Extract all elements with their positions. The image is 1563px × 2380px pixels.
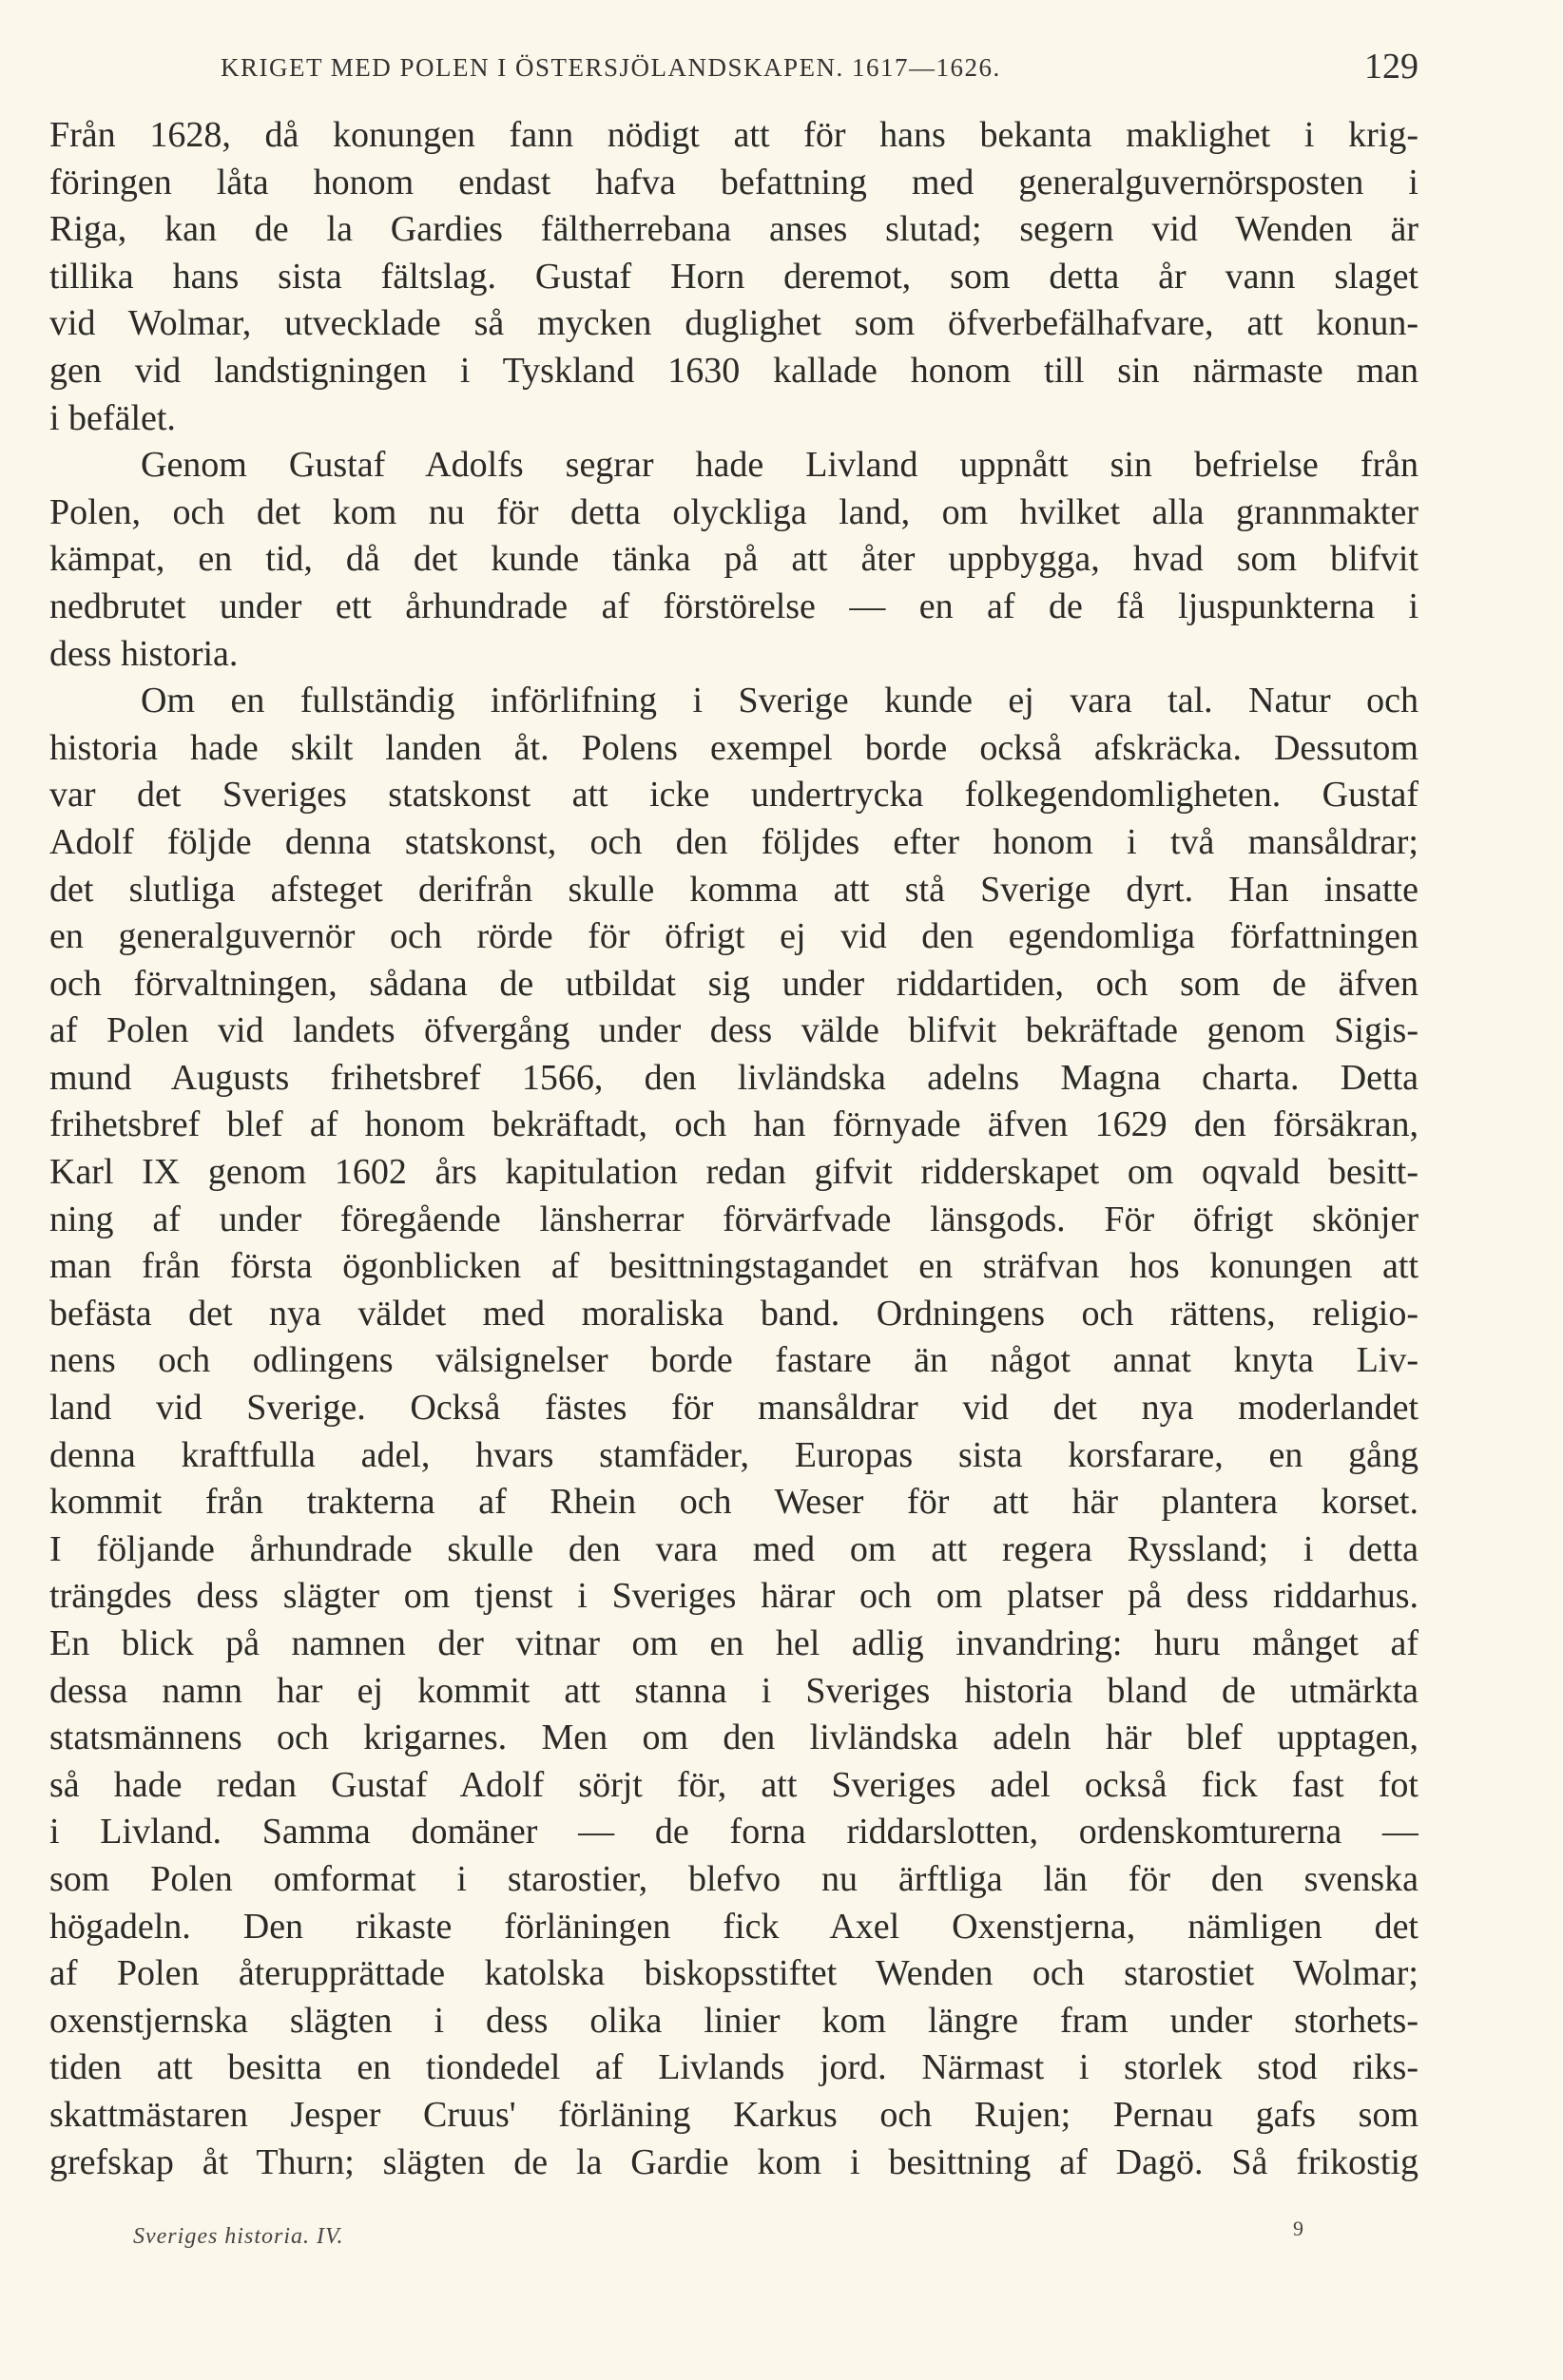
signature-mark: 9: [1293, 2217, 1303, 2240]
text-line: ning af under föregående länsherrar förvärfvade länsgods. För öfrigt skönjer: [49, 1199, 1418, 1239]
text-line: en generalguvernör och rörde för öfrigt ej vid den egendomliga författningen: [49, 916, 1418, 957]
text-line: tiden att besitta en tiondedel af Livlands jord. Närmast i storlek stod riks-: [49, 2047, 1418, 2088]
text-line: dess historia.: [49, 633, 239, 674]
text-line: tillika hans sista fältslag. Gustaf Horn deremot, som detta år vann slaget: [49, 256, 1418, 297]
text-line: i Livland. Samma domäner — de forna riddarslotten, ordenskomturerna —: [49, 1812, 1418, 1852]
page-number: 129: [1364, 47, 1418, 86]
text-line: skattmästaren Jesper Cruus' förläning Karkus och Rujen; Pernau gafs som: [49, 2094, 1418, 2135]
text-line: oxenstjernska slägten i dess olika linier kom längre fram under storhets-: [49, 2000, 1418, 2041]
text-line: gen vid landstigningen i Tyskland 1630 kallade honom till sin närmaste man: [49, 350, 1418, 391]
page-footer: [133, 2217, 1369, 2262]
text-line: så hade redan Gustaf Adolf sörjt för, att Sveriges adel också fick fast fot: [49, 1764, 1418, 1805]
text-line: af Polen återupprättade katolska biskopsstiftet Wenden och starostiet Wolmar;: [49, 1953, 1418, 1994]
text-line: Adolf följde denna statskonst, och den följdes efter honom i två mansåldrar;: [49, 821, 1418, 862]
text-line: föringen låta honom endast hafva befattning med generalguvernörsposten i: [49, 162, 1418, 202]
text-line: trängdes dess slägter om tjenst i Sveriges härar och om platser på dess riddarhus.: [49, 1576, 1418, 1617]
text-line: man från första ögonblicken af besittningstagandet en sträfvan hos konungen att: [49, 1246, 1418, 1287]
text-line: Från 1628, då konungen fann nödigt att för hans bekanta maklighet i krig-: [49, 115, 1418, 155]
text-line: dessa namn har ej kommit att stanna i Sveriges historia bland de utmärkta: [49, 1670, 1418, 1711]
text-line: högadeln. Den rikaste förläningen fick Axel Oxenstjerna, nämligen det: [49, 1906, 1418, 1947]
text-line: vid Wolmar, utvecklade så mycken duglighet som öfverbefälhafvare, att konun-: [49, 303, 1418, 344]
text-line: Riga, kan de la Gardies fältherrebana anses slutad; segern vid Wenden är: [49, 209, 1418, 250]
text-line: grefskap åt Thurn; slägten de la Gardie kom i besittning af Dagö. Så frikostig: [49, 2141, 1418, 2182]
text-line: var det Sveriges statskonst att icke undertrycka folkegendomligheten. Gustaf: [49, 775, 1418, 816]
text-line: denna kraftfulla adel, hvars stamfäder, Europas sista korsfarare, en gång: [49, 1434, 1418, 1475]
text-line: befästa det nya väldet med moraliska band. Ordningens och rättens, religio-: [49, 1293, 1418, 1334]
text-line: Om en fullständig införlifning i Sverige kunde ej vara tal. Natur och: [141, 681, 1418, 721]
text-line: I följande århundrade skulle den vara med om att regera Ryssland; i detta: [49, 1528, 1418, 1569]
text-line: af Polen vid landets öfvergång under dess välde blifvit bekräftade genom Sigis-: [49, 1010, 1418, 1051]
text-line: nedbrutet under ett århundrade af förstörelse — en af de få ljuspunkterna i: [49, 585, 1418, 626]
page-header: [49, 46, 1418, 103]
signature-line: Sveriges historia. IV.: [133, 2224, 344, 2249]
text-line: mund Augusts frihetsbref 1566, den livländska adelns Magna charta. Detta: [49, 1057, 1418, 1098]
text-line: statsmännens och krigarnes. Men om den livländska adeln här blef upptagen,: [49, 1718, 1418, 1758]
text-line: frihetsbref blef af honom bekräftadt, och han förnyade äfven 1629 den försäkran,: [49, 1104, 1418, 1145]
text-line: kämpat, en tid, då det kunde tänka på att åter uppbygga, hvad som blifvit: [49, 539, 1418, 580]
body-text: [49, 112, 1418, 2186]
text-line: och förvaltningen, sådana de utbildat sig under riddartiden, och som de äfven: [49, 963, 1418, 1004]
text-line: som Polen omformat i starostier, blefvo nu ärftliga län för den svenska: [49, 1858, 1418, 1899]
text-line: nens och odlingens välsignelser borde fastare än något annat knyta Liv-: [49, 1340, 1418, 1381]
text-line: historia hade skilt landen åt. Polens exempel borde också afskräcka. Dessutom: [49, 727, 1418, 768]
text-line: Genom Gustaf Adolfs segrar hade Livland uppnått sin befrielse från: [141, 445, 1418, 486]
text-line: Polen, och det kom nu för detta olyckliga land, om hvilket alla grannmakter: [49, 491, 1418, 532]
text-line: En blick på namnen der vitnar om en hel adlig invandring: huru månget af: [49, 1623, 1418, 1663]
text-line: kommit från trakterna af Rhein och Weser för att här plantera korset.: [49, 1482, 1418, 1523]
text-line: land vid Sverige. Också fästes för mansåldrar vid det nya moderlandet: [49, 1388, 1418, 1429]
running-head: KRIGET MED POLEN I ÖSTERSJÖLANDSKAPEN. 1617—1626.: [221, 53, 1001, 82]
text-line: det slutliga afsteget derifrån skulle komma att stå Sverige dyrt. Han insatte: [49, 869, 1418, 910]
text-line: i befälet.: [49, 397, 176, 438]
text-line: Karl IX genom 1602 års kapitulation redan gifvit ridderskapet om oqvald besitt-: [49, 1152, 1418, 1193]
